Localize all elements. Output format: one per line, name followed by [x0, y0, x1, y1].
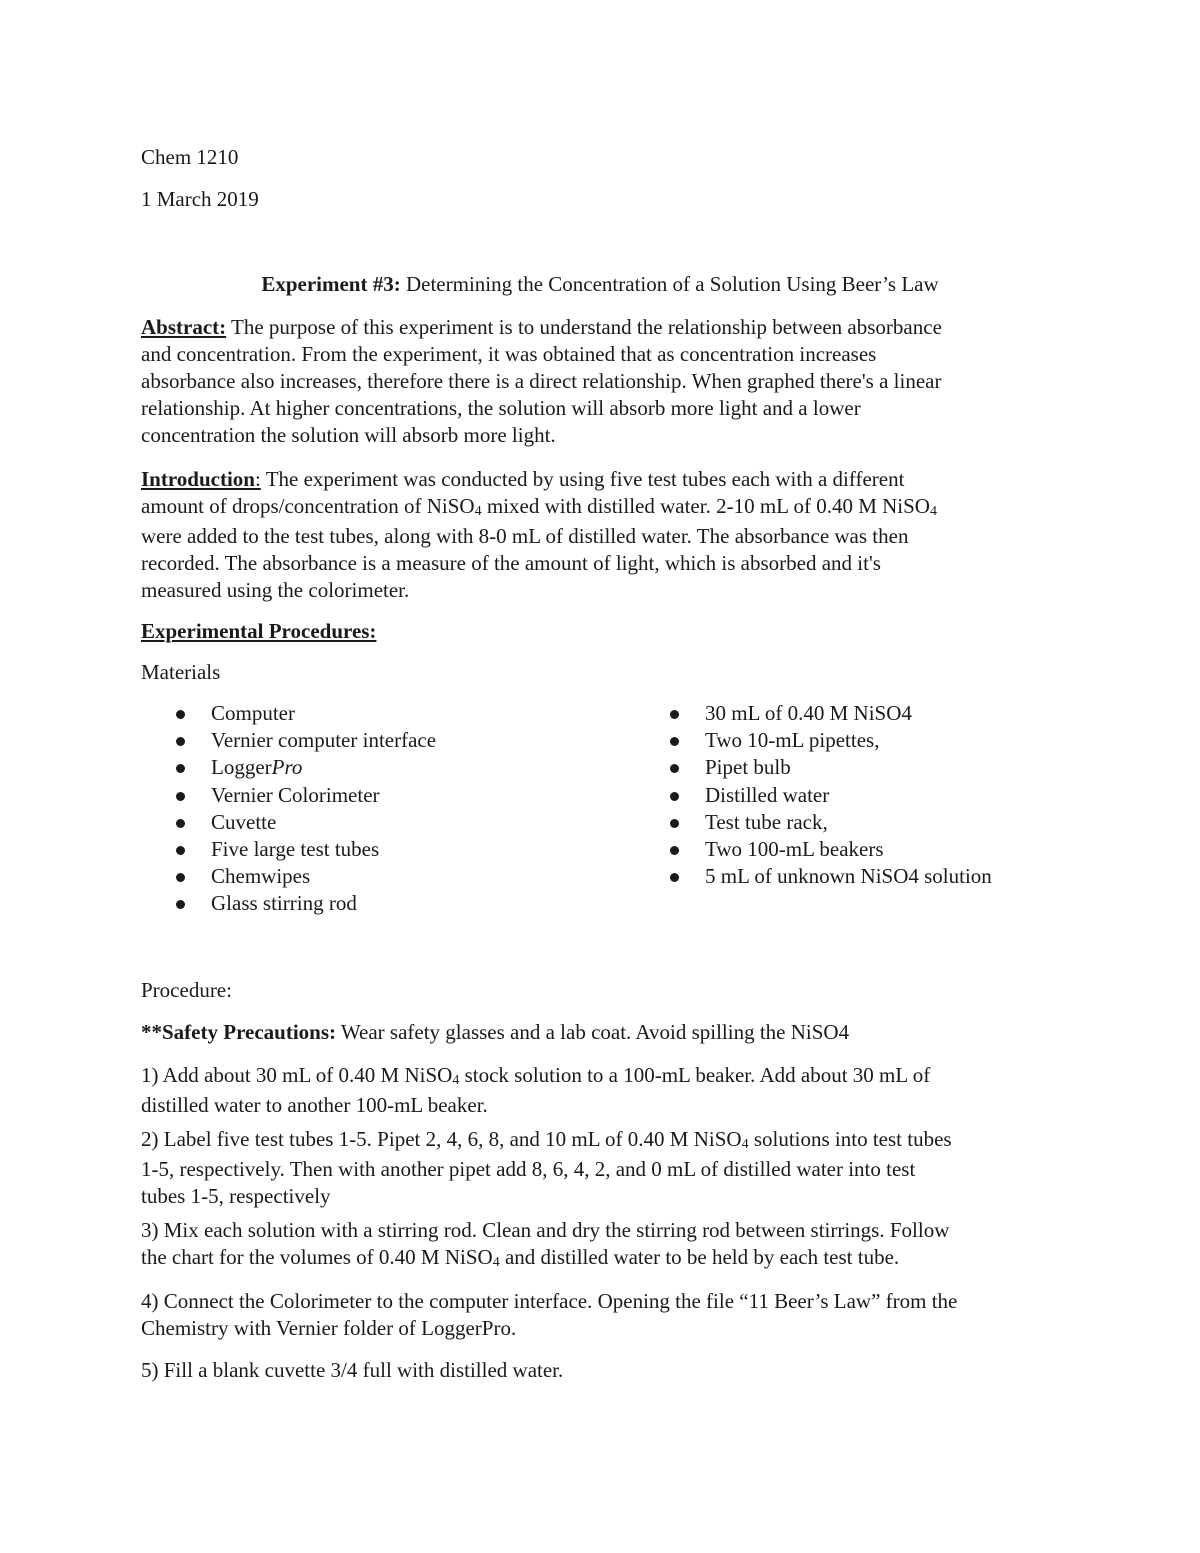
- introduction-section: [141, 466, 1071, 604]
- experimental-procedures-heading: Experimental Procedures:: [141, 619, 377, 643]
- list-item: Two 10-mL pipettes,: [635, 727, 992, 754]
- procedure-step-1: 1) Add about 30 mL of 0.40 M NiSO$_4$ stock solution to a 100-mL beaker. Add about 30 mL of distilled water to another 100-mL beaker.: [141, 1063, 931, 1117]
- bullet-icon: [176, 792, 185, 801]
- page-title: [0, 271, 1200, 298]
- intro-line: recorded. The absorbance is a measure of the amount of light, which is absorbed and it's: [141, 551, 881, 575]
- list-item: 30 mL of 0.40 M NiSO4: [635, 700, 992, 727]
- bullet-icon: [176, 846, 185, 855]
- procedure-heading: Procedure:: [141, 978, 232, 1002]
- abstract-line: and concentration. From the experiment, it was obtained that as concentration increases: [141, 342, 877, 366]
- bullet-icon: [670, 737, 679, 746]
- abstract-label: Abstract:: [141, 315, 227, 339]
- title-label: Experiment #3:: [261, 272, 401, 296]
- bullet-icon: [176, 737, 185, 746]
- abstract-line: Abstract: The purpose of this experiment is to understand the relationship between absorbance: [141, 315, 942, 339]
- bullet-icon: [670, 710, 679, 719]
- list-item: Vernier computer interface: [141, 727, 436, 754]
- list-item: Computer: [141, 700, 436, 727]
- procedure-step-2: 2) Label five test tubes 1-5. Pipet 2, 4, 6, 8, and 10 mL of 0.40 M NiSO$_4$ solutions into test tubes 1-5, respectively. Then with another pipet add 8, 6, 4, 2, and 0 mL of distilled water into test tubes 1-5, respectively: [141, 1127, 952, 1208]
- materials-list-left: [141, 700, 436, 918]
- title-text: Determining the Concentration of a Solution Using Beer’s Law: [400, 272, 939, 296]
- list-item: Distilled water: [635, 782, 992, 809]
- intro-line: were added to the test tubes, along with 8-0 mL of distilled water. The absorbance was then: [141, 524, 909, 548]
- procedure-step-4: 4) Connect the Colorimeter to the computer interface. Opening the file “11 Beer’s Law” from the Chemistry with Vernier folder of LoggerPro.: [141, 1289, 958, 1340]
- abstract-section: [141, 314, 1071, 449]
- materials-heading: Materials: [141, 660, 221, 684]
- course-name: Chem 1210: [141, 145, 239, 169]
- abstract-line: concentration the solution will absorb more light.: [141, 423, 556, 447]
- bullet-icon: [176, 764, 185, 773]
- list-item: Chemwipes: [141, 863, 436, 890]
- list-item: Glass stirring rod: [141, 890, 436, 917]
- list-item: Cuvette: [141, 809, 436, 836]
- list-item: Test tube rack,: [635, 809, 992, 836]
- list-item: Vernier Colorimeter: [141, 782, 436, 809]
- bullet-icon: [176, 819, 185, 828]
- intro-line: measured using the colorimeter.: [141, 578, 410, 602]
- abstract-line: relationship. At higher concentrations, the solution will absorb more light and a lower: [141, 396, 861, 420]
- bullet-icon: [670, 764, 679, 773]
- bullet-icon: [670, 873, 679, 882]
- bullet-icon: [176, 900, 185, 909]
- list-item: Five large test tubes: [141, 836, 436, 863]
- safety-precautions: **Safety Precautions: Wear safety glasses and a lab coat. Avoid spilling the NiSO4: [141, 1020, 850, 1044]
- bullet-icon: [670, 792, 679, 801]
- abstract-line: absorbance also increases, therefore there is a direct relationship. When graphed there's a linear: [141, 369, 942, 393]
- list-item: Pipet bulb: [635, 754, 992, 781]
- list-item: 5 mL of unknown NiSO4 solution: [635, 863, 992, 890]
- intro-line: amount of drops/concentration of NiSO$_4$ mixed with distilled water. 2-10 mL of 0.40 M NiSO$_4$: [141, 494, 937, 519]
- procedure-step-3: 3) Mix each solution with a stirring rod. Clean and dry the stirring rod between stirrings. Follow the chart for the volumes of 0.40 M NiSO$_4$ and distilled water to be held by each test tube.: [141, 1218, 950, 1270]
- procedure-step-5: 5) Fill a blank cuvette 3/4 full with distilled water.: [141, 1358, 564, 1382]
- bullet-icon: [670, 846, 679, 855]
- introduction-label: Introduction: [141, 467, 255, 491]
- safety-label: **Safety Precautions:: [141, 1020, 336, 1044]
- bullet-icon: [670, 819, 679, 828]
- bullet-icon: [176, 710, 185, 719]
- list-item: LoggerPro: [141, 754, 436, 781]
- list-item: Two 100-mL beakers: [635, 836, 992, 863]
- bullet-icon: [176, 873, 185, 882]
- intro-line: Introduction: The experiment was conducted by using five test tubes each with a different: [141, 467, 905, 491]
- report-date: 1 March 2019: [141, 187, 259, 211]
- materials-list-right: [635, 700, 992, 890]
